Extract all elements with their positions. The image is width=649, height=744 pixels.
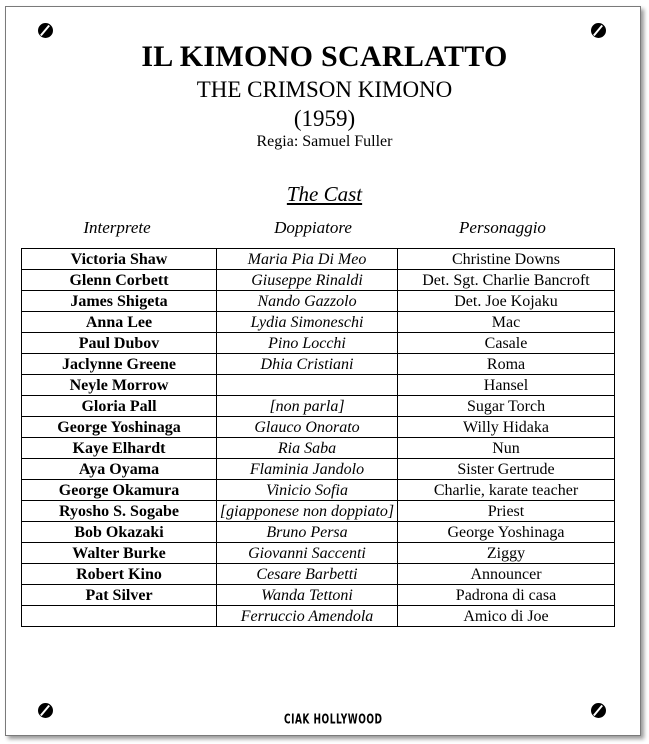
film-original-title: THE CRIMSON KIMONO	[196, 77, 453, 102]
bolt-icon	[38, 23, 53, 38]
table-row	[22, 312, 615, 333]
cell-actor: James Shigeta	[22, 291, 217, 312]
cell-actor: Robert Kino	[22, 564, 217, 585]
cell-actor: Pat Silver	[22, 585, 217, 606]
film-title: IL KIMONO SCARLATTO	[141, 40, 508, 73]
cell-role: Mac	[398, 312, 615, 333]
cell-dubber: Lydia Simoneschi	[217, 312, 398, 333]
cell-role: Ziggy	[398, 543, 615, 564]
cell-dubber: Dhia Cristiani	[217, 354, 398, 375]
table-row	[22, 501, 615, 522]
cell-role: Casale	[398, 333, 615, 354]
column-header-dubber: Doppiatore	[274, 218, 352, 237]
cast-table	[21, 248, 615, 627]
ciak-hollywood-logo: CIAK HOLLYWOOD	[284, 713, 383, 728]
cell-dubber: [giapponese non doppiato]	[217, 501, 398, 522]
cell-actor: Jaclynne Greene	[22, 354, 217, 375]
cell-dubber: Vinicio Sofia	[217, 480, 398, 501]
cell-dubber: Pino Locchi	[217, 333, 398, 354]
column-header-actor: Interprete	[83, 218, 151, 237]
cell-role: Det. Sgt. Charlie Bancroft	[398, 270, 615, 291]
table-row	[22, 522, 615, 543]
cell-role: Announcer	[398, 564, 615, 585]
table-row	[22, 417, 615, 438]
film-director: Regia: Samuel Fuller	[256, 133, 393, 150]
cell-dubber: Giuseppe Rinaldi	[217, 270, 398, 291]
cell-dubber: Maria Pia Di Meo	[217, 249, 398, 270]
bolt-icon	[38, 703, 53, 718]
cell-dubber	[217, 375, 398, 396]
cell-actor: Ryosho S. Sogabe	[22, 501, 217, 522]
cell-actor: Gloria Pall	[22, 396, 217, 417]
cast-heading: The Cast	[286, 182, 363, 206]
cell-dubber: [non parla]	[217, 396, 398, 417]
cell-dubber: Glauco Onorato	[217, 417, 398, 438]
cell-actor: Bob Okazaki	[22, 522, 217, 543]
table-row	[22, 249, 615, 270]
table-row	[22, 459, 615, 480]
cell-dubber: Flaminia Jandolo	[217, 459, 398, 480]
table-row	[22, 543, 615, 564]
cell-actor: Neyle Morrow	[22, 375, 217, 396]
cell-role: Det. Joe Kojaku	[398, 291, 615, 312]
table-row	[22, 606, 615, 627]
cell-role: Hansel	[398, 375, 615, 396]
cell-role: Padrona di casa	[398, 585, 615, 606]
bolt-icon	[591, 703, 606, 718]
table-row	[22, 333, 615, 354]
table-row	[22, 396, 615, 417]
cell-actor: Walter Burke	[22, 543, 217, 564]
table-row	[22, 480, 615, 501]
cell-actor: Paul Dubov	[22, 333, 217, 354]
table-row	[22, 585, 615, 606]
cell-role: Amico di Joe	[398, 606, 615, 627]
cell-dubber: Cesare Barbetti	[217, 564, 398, 585]
cell-dubber: Ria Saba	[217, 438, 398, 459]
cell-actor: George Yoshinaga	[22, 417, 217, 438]
cell-actor: George Okamura	[22, 480, 217, 501]
cell-role: Priest	[398, 501, 615, 522]
cell-dubber: Ferruccio Amendola	[217, 606, 398, 627]
cell-dubber: Wanda Tettoni	[217, 585, 398, 606]
cell-dubber: Bruno Persa	[217, 522, 398, 543]
cell-actor: Victoria Shaw	[22, 249, 217, 270]
cell-role: George Yoshinaga	[398, 522, 615, 543]
cell-dubber: Giovanni Saccenti	[217, 543, 398, 564]
table-row	[22, 354, 615, 375]
table-row	[22, 270, 615, 291]
film-year: (1959)	[293, 106, 356, 131]
cell-role: Roma	[398, 354, 615, 375]
table-row	[22, 375, 615, 396]
bolt-icon	[591, 23, 606, 38]
cell-role: Christine Downs	[398, 249, 615, 270]
column-header-role: Personaggio	[459, 218, 546, 237]
table-row	[22, 564, 615, 585]
cell-role: Charlie, karate teacher	[398, 480, 615, 501]
cell-role: Nun	[398, 438, 615, 459]
cell-role: Sister Gertrude	[398, 459, 615, 480]
cell-dubber: Nando Gazzolo	[217, 291, 398, 312]
cell-actor: Aya Oyama	[22, 459, 217, 480]
cell-actor	[22, 606, 217, 627]
cell-role: Willy Hidaka	[398, 417, 615, 438]
table-row	[22, 438, 615, 459]
cell-actor: Kaye Elhardt	[22, 438, 217, 459]
cell-role: Sugar Torch	[398, 396, 615, 417]
table-row	[22, 291, 615, 312]
cell-actor: Anna Lee	[22, 312, 217, 333]
cell-actor: Glenn Corbett	[22, 270, 217, 291]
